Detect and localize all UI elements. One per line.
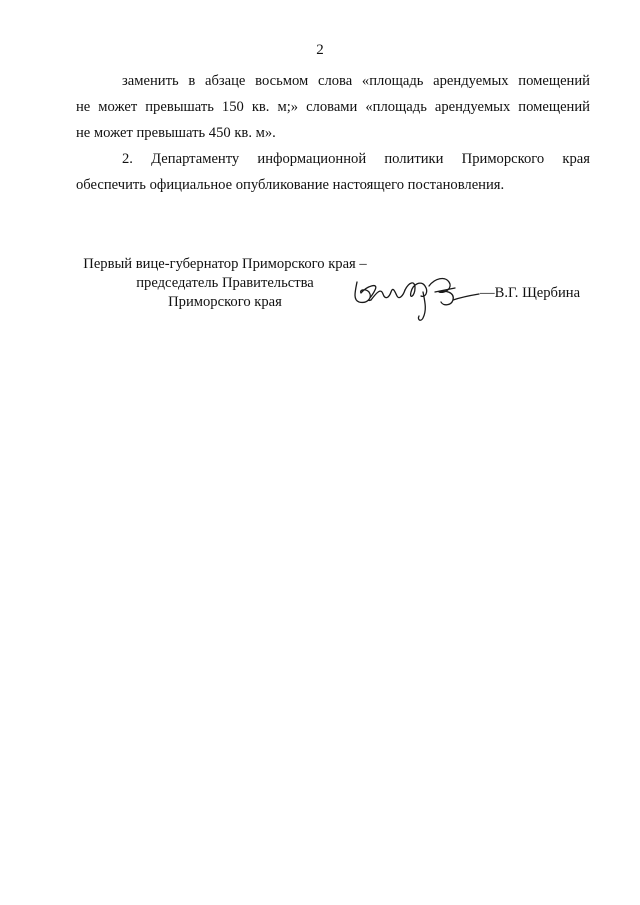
paragraph-amendment [76,68,590,146]
page-number: 2 [316,42,324,58]
paragraph-line: 2. Департаменту информационной политики Приморского края [122,151,590,167]
signature-dash: — [480,285,495,301]
signer-name-text: В.Г. Щербина [494,285,581,301]
signer-title-line: председатель Правительства [136,275,314,291]
signer-name [480,285,580,302]
signer-title [60,255,390,312]
paragraph-line: не может превышать 150 кв. м;» словами «площадь арендуемых помещений [76,99,590,115]
paragraph-publication [76,146,590,198]
paragraph-line: заменить в абзаце восьмом слова «площадь арендуемых помещений [122,73,590,89]
paragraph-line: обеспечить официальное опубликование настоящего постановления. [76,177,505,193]
handwritten-signature [345,262,485,324]
signer-title-line: Приморского края [168,294,282,310]
signer-title-line: Первый вице-губернатор Приморского края – [83,256,367,272]
paragraph-line: не может превышать 450 кв. м». [76,125,276,141]
